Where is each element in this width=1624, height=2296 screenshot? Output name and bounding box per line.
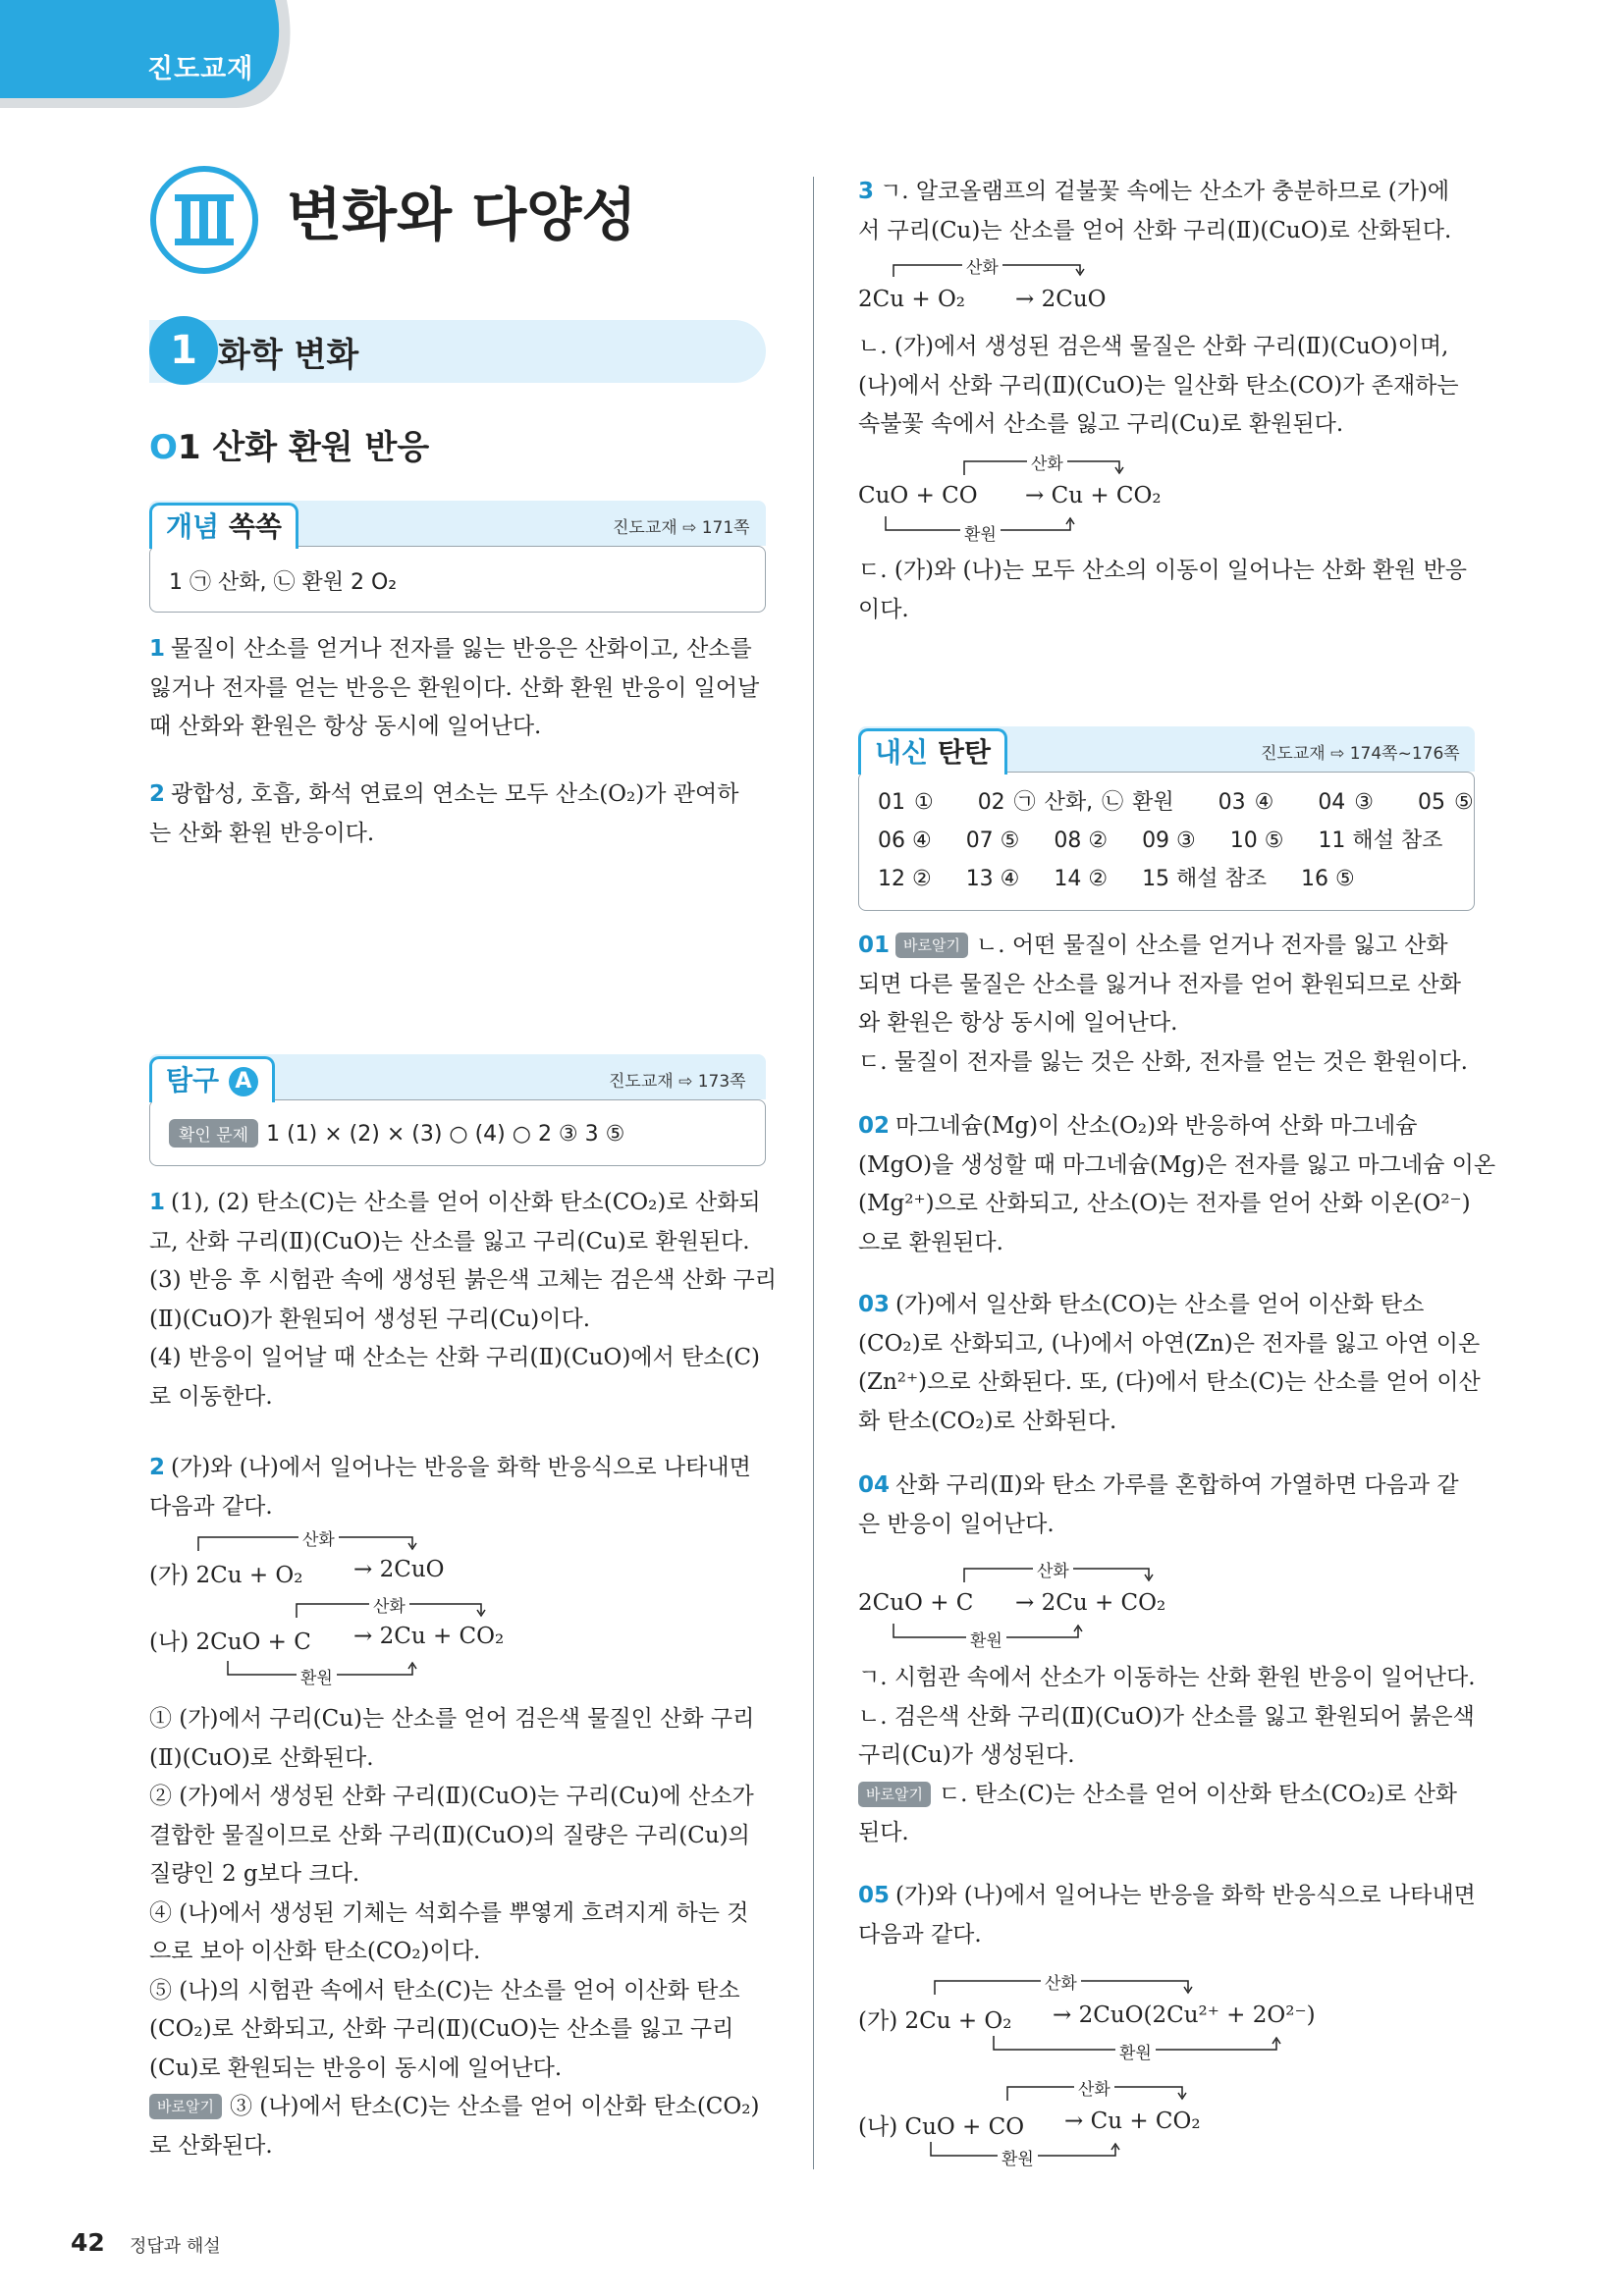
column-divider: [813, 177, 814, 2169]
footer-label: 정답과 해설: [130, 2236, 221, 2257]
reduction-label: 환원: [297, 1664, 337, 1688]
text-line: ⑤ (나)의 시험관 속에서 탄소(C)는 산소를 얻어 이산화 탄소: [149, 1977, 740, 2003]
reduction-label: 환원: [998, 2145, 1038, 2169]
equation-product: Cu + CO₂: [1051, 483, 1162, 508]
text-line: (Cu)로 환원되는 반응이 동시에 일어난다.: [149, 2055, 563, 2081]
answer-item: 12 ②: [878, 867, 932, 891]
text-line: 다음과 같다.: [858, 1921, 982, 1948]
text-line: (나)에서 산화 구리(Ⅱ)(CuO)는 일산화 탄소(CO)가 존재하는: [858, 372, 1459, 399]
oxidation-label: 산화: [298, 1525, 339, 1550]
explore-answer-line: [169, 1119, 624, 1148]
answer-item: 13 ④: [965, 867, 1020, 891]
exam-box-tab: [858, 728, 1007, 774]
text-line: (Zn²⁺)으로 산화된다. 또, (다)에서 탄소(C)는 산소를 얻어 이산: [858, 1369, 1481, 1395]
chapter-number: 1: [149, 316, 218, 385]
text-line: ㄷ. 탄소(C)는 산소를 얻어 이산화 탄소(CO₂)로 산화: [938, 1781, 1458, 1807]
text-line: ② (가)에서 생성된 산화 구리(Ⅱ)(CuO)는 구리(Cu)에 산소가: [149, 1784, 754, 1809]
text-line: (MgO)을 생성할 때 마그네슘(Mg)은 전자를 잃고 마그네슘 이온: [858, 1151, 1496, 1178]
question-04b: [858, 1659, 1487, 1853]
exam-tab-b: 탄탄: [937, 736, 991, 769]
para-num: 04: [858, 1472, 891, 1498]
text-line: 물질이 산소를 얻거나 전자를 잃는 반응은 산화이고, 산소를: [171, 636, 752, 662]
para-num: 2: [149, 1455, 166, 1480]
oxidation-label: 산화: [1033, 1557, 1073, 1581]
text-line: 때 산화와 환원은 항상 동시에 일어난다.: [149, 714, 542, 739]
unit-title: 변화와 다양성: [287, 182, 637, 248]
text-line: 으로 보아 이산화 탄소(CO₂)이다.: [149, 1939, 481, 1964]
text-line: 속불꽃 속에서 산소를 잃고 구리(Cu)로 환원된다.: [858, 411, 1344, 437]
text-line: ㄴ. 어떤 물질이 산소를 얻거나 전자를 잃고 산화: [975, 933, 1448, 958]
reduction-label: 환원: [960, 520, 1001, 545]
explore-para-3: [858, 173, 1487, 250]
text-line: ㄴ. (가)에서 생성된 검은색 물질은 산화 구리(Ⅱ)(CuO)이며,: [858, 334, 1449, 359]
equation-product: 2CuO: [1041, 287, 1107, 312]
equation-product: Cu + CO₂: [1090, 2109, 1201, 2134]
equation-na-left: (나) 2CuO + C: [149, 1629, 311, 1655]
para-num: 2: [149, 781, 166, 807]
text-line: 이다.: [858, 596, 909, 622]
text-line: 는 산화 환원 반응이다.: [149, 820, 375, 846]
text-line: 구리(Cu)가 생성된다.: [858, 1742, 1075, 1768]
text-line: 산화 구리(Ⅱ)와 탄소 가루를 혼합하여 가열하면 다음과 같: [895, 1472, 1459, 1498]
explore-box-tab: [149, 1056, 275, 1102]
equation-product: 2Cu + CO₂: [1041, 1590, 1166, 1616]
answer-item: 09 ③: [1142, 828, 1196, 853]
baroalgi-tag: 바로알기: [149, 2094, 222, 2119]
section-o: O: [149, 428, 178, 467]
text-line: (4) 반응이 일어날 때 산소는 산화 구리(Ⅱ)(CuO)에서 탄소(C): [149, 1345, 761, 1370]
text-line: (1), (2) 탄소(C)는 산소를 얻어 이산화 탄소(CO₂)로 산화되: [171, 1190, 761, 1215]
equation-product: 2CuO(2Cu²⁺ + 2O²⁻): [1078, 2002, 1316, 2028]
text-line: 다음과 같다.: [149, 1493, 273, 1520]
oxidation-label: 산화: [369, 1592, 409, 1617]
answer-item: 14 ②: [1054, 867, 1109, 891]
text-line: 결합한 물질이므로 산화 구리(Ⅱ)(CuO)의 질량은 구리(Cu)의: [149, 1822, 750, 1848]
question-04: [858, 1467, 1487, 1544]
text-line: (가)와 (나)에서 일어나는 반응을 화학 반응식으로 나타내면: [171, 1455, 751, 1480]
oxidation-label: 산화: [1074, 2075, 1114, 2100]
text-line: ㄱ. 알코올램프의 겉불꽃 속에는 산소가 충분하므로 (가)에: [880, 179, 1450, 204]
para-num: 1: [149, 1190, 166, 1215]
text-line: 로 이동한다.: [149, 1383, 273, 1410]
answer-item: 08 ②: [1054, 828, 1109, 853]
equation-ga-left: (가) 2Cu + O₂: [149, 1563, 303, 1588]
text-line: 되면 다른 물질은 산소를 잃거나 전자를 얻어 환원되므로 산화: [858, 971, 1461, 997]
reduction-label: 환원: [966, 1627, 1006, 1651]
equation-p3-right: → 2CuO: [1015, 287, 1107, 312]
text-line: 된다.: [858, 1820, 909, 1845]
answer-item: 07 ⑤: [965, 828, 1020, 853]
exam-ref: 진도교재 ⇨ 174쪽~176쪽: [1261, 744, 1460, 764]
explore-para-2: [149, 1449, 768, 1526]
equation-p3-left: 2Cu + O₂: [858, 287, 966, 312]
section-num: 1: [177, 428, 201, 467]
text-line: ④ (나)에서 생성된 기체는 석회수를 뿌옇게 흐려지게 하는 것: [149, 1899, 749, 1926]
answer-item: 03 ④: [1218, 790, 1274, 815]
explore-para-3c: [858, 552, 1487, 629]
text-line: (가)에서 일산화 탄소(CO)는 산소를 얻어 이산화 탄소: [895, 1292, 1425, 1317]
answer-item: 11 해설 참조: [1318, 828, 1443, 853]
equation-product: 2Cu + CO₂: [379, 1624, 505, 1649]
explore-para-3b: [858, 328, 1487, 445]
section-title-text: 산화 환원 반응: [212, 428, 430, 467]
question-03: [858, 1286, 1487, 1441]
text-line: (CO₂)로 산화되고, 산화 구리(Ⅱ)(CuO)는 산소를 잃고 구리: [149, 2016, 734, 2042]
exam-tab-a: 내신: [875, 736, 929, 769]
exam-row-1: [878, 785, 1474, 816]
text-line: (CO₂)로 산화되고, (나)에서 아연(Zn)은 전자를 잃고 아연 이온: [858, 1330, 1481, 1357]
para-num: 3: [858, 179, 875, 204]
concept-box-tab: [149, 503, 298, 549]
text-line: 고, 산화 구리(Ⅱ)(CuO)는 산소를 잃고 구리(Cu)로 환원된다.: [149, 1228, 750, 1255]
equation-p3b-right: → Cu + CO₂: [1025, 483, 1162, 508]
text-line: (가)와 (나)에서 일어나는 반응을 화학 반응식으로 나타내면: [895, 1883, 1476, 1908]
answer-item: 04 ③: [1318, 790, 1375, 815]
equation-na-right: → 2Cu + CO₂: [353, 1624, 505, 1649]
text-line: ① (가)에서 구리(Cu)는 산소를 얻어 검은색 물질인 산화 구리: [149, 1706, 755, 1732]
text-line: ③ (나)에서 탄소(C)는 산소를 얻어 이산화 탄소(CO₂): [229, 2094, 760, 2119]
text-line: 은 반응이 일어난다.: [858, 1511, 1055, 1537]
text-line: 서 구리(Cu)는 산소를 얻어 산화 구리(Ⅱ)(CuO)로 산화된다.: [858, 217, 1452, 243]
text-line: ㄴ. 검은색 산화 구리(Ⅱ)(CuO)가 산소를 잃고 환원되어 붉은색: [858, 1703, 1475, 1730]
text-line: 질량인 2 g보다 크다.: [149, 1861, 360, 1887]
oxidation-label: 산화: [1041, 1969, 1081, 1994]
answer-item: 06 ④: [878, 828, 932, 853]
para-num: 03: [858, 1292, 891, 1317]
explore-para-1: [149, 1184, 777, 1416]
text-line: 마그네슘(Mg)이 산소(O₂)와 반응하여 산화 마그네슘: [895, 1113, 1418, 1139]
oxidation-label: 산화: [962, 253, 1002, 278]
answer-item: 16 ⑤: [1301, 867, 1355, 891]
answer-item: 15 해설 참조: [1142, 867, 1268, 891]
text-line: (Ⅱ)(CuO)로 산화된다.: [149, 1744, 374, 1771]
page-number: 42: [71, 2228, 105, 2257]
oxidation-label: 산화: [1027, 450, 1067, 474]
concept-ref: 진도교재 ⇨ 171쪽: [613, 518, 750, 538]
explore-ref: 진도교재 ⇨ 173쪽: [609, 1072, 746, 1092]
text-line: ㄱ. 시험관 속에서 산소가 이동하는 산화 환원 반응이 일어난다.: [858, 1665, 1476, 1690]
question-02: [858, 1107, 1496, 1262]
equation-q04-right: → 2Cu + CO₂: [1015, 1590, 1166, 1616]
text-line: 로 산화된다.: [149, 2132, 273, 2159]
para-num: 02: [858, 1113, 891, 1139]
concept-answer: 1 ㉠ 산화, ㉡ 환원 2 O₂: [169, 570, 398, 595]
explore-tab-a: 탐구: [166, 1064, 220, 1096]
concept-para-1: [149, 630, 768, 747]
equation-q05na-right: → Cu + CO₂: [1064, 2109, 1201, 2134]
unit-badge-icon: [149, 165, 259, 275]
explore-para-2b: [149, 1700, 768, 2165]
equation-q04-left: 2CuO + C: [858, 1590, 974, 1616]
exam-row-3: [878, 862, 1355, 892]
text-line: (Mg²⁺)으로 산화되고, 산소(O)는 전자를 얻어 산화 이온(O²⁻): [858, 1191, 1471, 1216]
concept-tab-b: 쏙쏙: [228, 510, 282, 543]
para-num: 05: [858, 1883, 891, 1908]
concept-tab-a: 개념: [166, 510, 220, 543]
equation-p3b-left: CuO + CO: [858, 483, 978, 508]
explore-answer: 1 (1) × (2) × (3) ○ (4) ○ 2 ③ 3 ⑤: [266, 1122, 625, 1147]
text-line: 광합성, 호흡, 화석 연료의 연소는 모두 산소(O₂)가 관여하: [171, 781, 739, 807]
baroalgi-tag: 바로알기: [895, 933, 968, 958]
answer-item: 01 ①: [878, 790, 934, 815]
explore-tab-b: A: [229, 1067, 258, 1096]
section-title: [149, 420, 429, 468]
concept-para-2: [149, 775, 768, 853]
baroalgi-tag: 바로알기: [858, 1782, 931, 1807]
text-line: (Ⅱ)(CuO)가 환원되어 생성된 구리(Cu)이다.: [149, 1306, 591, 1332]
text-line: ㄷ. 물질이 전자를 잃는 것은 산화, 전자를 얻는 것은 환원이다.: [858, 1048, 1468, 1075]
answer-item: 02 ㉠ 산화, ㉡ 환원: [977, 790, 1174, 815]
text-line: (3) 반응 후 시험관 속에 생성된 붉은색 고체는 검은색 산화 구리: [149, 1267, 777, 1293]
exam-row-2: [878, 824, 1442, 854]
para-num: 01: [858, 933, 891, 958]
text-line: 잃거나 전자를 얻는 반응은 환원이다. 산화 환원 반응이 일어날: [149, 674, 760, 701]
confirm-pill: 확인 문제: [169, 1119, 258, 1148]
equation-product: 2CuO: [379, 1557, 445, 1582]
equation-q05ga-left: (가) 2Cu + O₂: [858, 2008, 1012, 2034]
text-line: ㄷ. (가)와 (나)는 모두 산소의 이동이 일어나는 산화 환원 반응: [858, 558, 1468, 583]
equation-q05na-left: (나) CuO + CO: [858, 2114, 1025, 2140]
answer-item: 10 ⑤: [1229, 828, 1284, 853]
text-line: 와 환원은 항상 동시에 일어난다.: [858, 1010, 1178, 1036]
chapter-title: 화학 변화: [218, 336, 359, 375]
question-05: [858, 1877, 1487, 1954]
equation-q05ga-right: → 2CuO(2Cu²⁺ + 2O²⁻): [1053, 2002, 1316, 2028]
question-01: [858, 927, 1487, 1082]
para-num: 1: [149, 636, 166, 662]
reduction-label: 환원: [1115, 2039, 1156, 2063]
answer-item: 05 ⑤: [1418, 790, 1474, 815]
text-line: 으로 환원된다.: [858, 1229, 1003, 1255]
text-line: 화 탄소(CO₂)로 산화된다.: [858, 1408, 1117, 1434]
tab-label: 진도교재: [147, 54, 254, 84]
equation-ga-right: → 2CuO: [353, 1557, 445, 1582]
